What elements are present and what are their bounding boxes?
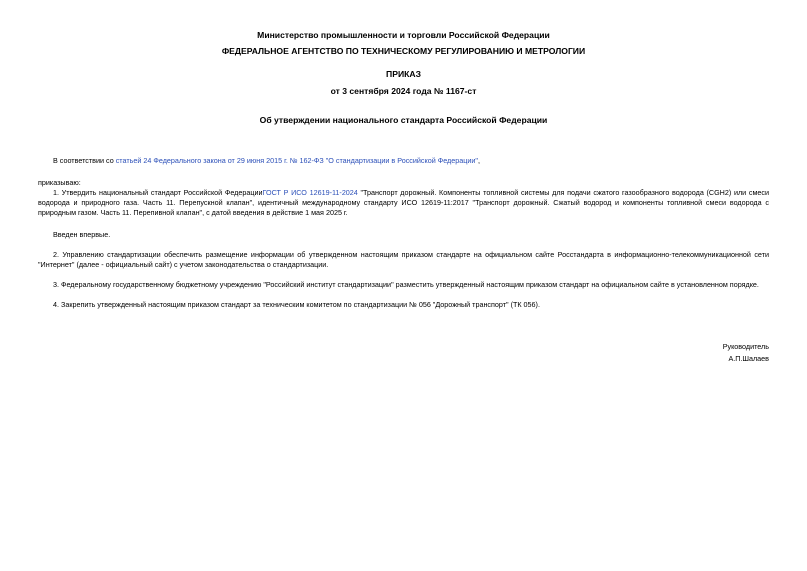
document-page — [38, 0, 769, 571]
first-time-note: Введен впервые. — [53, 230, 111, 239]
document-date-number: от 3 сентября 2024 года № 1167-ст — [330, 86, 477, 96]
order-word: приказываю: — [38, 178, 81, 187]
ministry-name: Министерство промышленности и торговли Российской Федерации — [257, 30, 550, 40]
signer-name: А.П.Шалаев — [728, 354, 769, 363]
preamble-paragraph — [38, 156, 769, 166]
item-1-suffix: "Транспорт дорожный. Компоненты топливной системы для подачи сжатого газообразного водорода (CGH2) или смеси водорода и природного газа. Часть 11. Перепускной клапан", идентичный международному стандарту ИСО 12619-11:2017 "Транспорт дорожный. Сжатый водород и компоненты топливной смеси водорода с природным газом. Часть 11. Перепивной клапан", с датой введения в действие 1 мая 2025 г. — [38, 188, 770, 217]
item-1-paragraph — [38, 188, 769, 218]
item-3-paragraph: 3. Федеральному государственному бюджетному учреждению "Российский институт стандартизации" разместить утвержденный настоящим приказом стандарт на официальном сайте в установленном порядке. — [53, 280, 759, 289]
standard-link[interactable]: ГОСТ Р ИСО 12619-11-2024 — [262, 188, 358, 197]
signer-position: Руководитель — [722, 342, 769, 351]
item-4-paragraph: 4. Закрепить утвержденный настоящим приказом стандарт за техническим комитетом по стандартизации № 056 "Дорожный транспорт" (ТК 056). — [53, 300, 540, 309]
law-article-link[interactable]: статьей 24 Федерального закона от 29 июня 2015 г. № 162-ФЗ "О стандартизации в Российской Федерации" — [115, 156, 478, 165]
preamble-prefix: В соответствии со — [53, 156, 116, 165]
item-1-prefix: 1. Утвердить национальный стандарт Российской Федерации — [53, 188, 263, 197]
item-2-paragraph: 2. Управлению стандартизации обеспечить размещение информации об утвержденном настоящим приказом стандарте на официальном сайте Росстандарта в информационно-телекоммуникационной сети "Интернет" (далее - официальный сайт) с учетом законодательства о стандартизации. — [38, 250, 769, 269]
agency-name: ФЕДЕРАЛЬНОЕ АГЕНТСТВО ПО ТЕХНИЧЕСКОМУ РЕГУЛИРОВАНИЮ И МЕТРОЛОГИИ — [221, 46, 586, 56]
document-title: Об утверждении национального стандарта Российской Федерации — [259, 115, 548, 125]
document-type: ПРИКАЗ — [386, 69, 421, 79]
preamble-suffix: , — [477, 156, 480, 165]
